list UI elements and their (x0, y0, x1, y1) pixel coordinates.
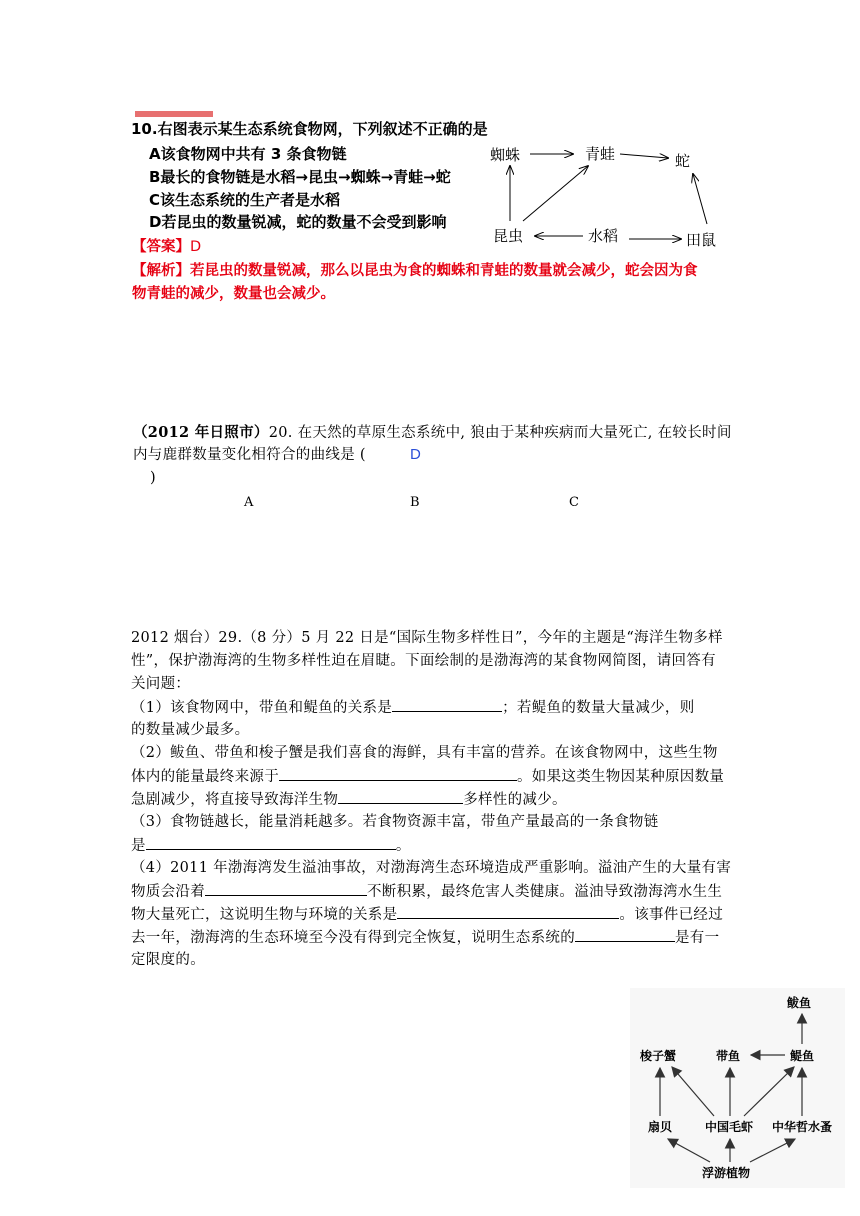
q29-blank-5[interactable] (205, 880, 367, 896)
q29-part1-line2: 的数量减少最多。 (131, 722, 250, 738)
node-bayu: 鲅鱼 (787, 996, 812, 1010)
q29-part4-line2 (131, 880, 722, 904)
q29-blank-2[interactable] (279, 765, 517, 781)
diagram-bg (630, 988, 845, 1188)
node-jelly: 中华哲水蚤 (772, 1120, 833, 1134)
q29-line1: 2012 烟台）29.（8 分）5 月 22 日是“国际生物多样性日”，今年的主题是“海洋生物多样 (131, 630, 723, 646)
bohai-food-web-diagram (630, 988, 845, 1188)
q20-text-1: 20. 在天然的草原生态系统中, 狼由于某种疾病而大量死亡, 在较长时间 (268, 425, 732, 441)
q20-line2 (133, 444, 366, 467)
q29-blank-4[interactable] (146, 834, 396, 850)
q10-stem: 10.右图表示某生态系统食物网，下列叙述不正确的是 (131, 120, 488, 138)
web-node-insect: 昆虫 (493, 227, 524, 245)
q20-answer: D (410, 446, 421, 463)
web-node-snake: 蛇 (675, 152, 691, 170)
q29-part2-line2 (131, 765, 724, 789)
q10-analysis-line2: 物青蛙的减少，数量也会减少。 (132, 286, 335, 302)
analysis-text-1: 若昆虫的数量锐减，那么以昆虫为食的蜘蛛和青蛙的数量就会减少，蛇会因为食 (190, 263, 698, 279)
web-node-rice: 水稻 (588, 227, 619, 245)
q29-part4-line1: （4）2011 年渤海湾发生溢油事故，对渤海湾生态环境造成严重影响。溢油产生的大量有害 (131, 860, 732, 876)
q29-blank-1[interactable] (392, 696, 502, 712)
q29-blank-6[interactable] (397, 903, 619, 919)
analysis-label: 【解析】 (132, 263, 190, 279)
arrow-frog-snake (620, 154, 668, 158)
q29-p4e: 。该事件已经过 (619, 907, 724, 923)
q20-option-b: B (410, 495, 420, 510)
q29-p4f: 去一年，渤海湾的生态环境至今没有得到完全恢复，说明生态系统的 (131, 930, 575, 946)
web-node-frog: 青蛙 (585, 145, 616, 163)
q29-p2e: 多样性的减少。 (463, 792, 567, 808)
q10-option-b: B最长的食物链是水稻→昆虫→蜘蛛→青蛙→蛇 (149, 168, 451, 186)
q20-close-paren: ) (150, 470, 156, 486)
q29-line3: 关问题： (131, 676, 191, 692)
q29-p4g: 是有一 (675, 930, 720, 946)
q29-part3-line2 (131, 834, 411, 858)
arrow-mouse-snake (693, 174, 707, 224)
q29-blank-3[interactable] (338, 788, 463, 804)
q29-p3b: 是 (131, 838, 146, 854)
q29-part2-line3 (131, 788, 567, 812)
web-node-mouse: 田鼠 (686, 231, 717, 249)
q29-p3c: 。 (395, 838, 411, 854)
q29-part4-line5: 定限度的。 (131, 952, 205, 968)
q29-p1a: （1）该食物网中，带鱼和鳀鱼的关系是 (131, 700, 393, 716)
q29-p4d: 物大量死亡，这说明生物与环境的关系是 (131, 907, 398, 923)
q20-text-2: 内与鹿群数量变化相符合的曲线是 ( (133, 447, 366, 463)
q29-part3-line1: （3）食物链越长，能量消耗越多。若食物资源丰富，带鱼产量最高的一条食物链 (131, 814, 659, 830)
q10-option-d: D若昆虫的数量锐减，蛇的数量不会受到影响 (149, 213, 447, 231)
q10-option-c: C该生态系统的生产者是水稻 (149, 191, 341, 209)
q20-line1 (133, 421, 732, 445)
q29-p4b: 物质会沿着 (131, 884, 205, 900)
q29-p2b: 体内的能量最终来源于 (131, 769, 279, 785)
q20-option-a: A (244, 495, 254, 510)
node-scallop: 扇贝 (648, 1120, 673, 1134)
q29-part1-line1 (131, 696, 695, 720)
node-crab: 梭子蟹 (640, 1049, 677, 1063)
q29-part4-line4 (131, 926, 719, 950)
q29-p2c: 。如果这类生物因某种原因数量 (517, 769, 725, 785)
answer-value: D (190, 239, 202, 255)
node-hairtail: 带鱼 (716, 1049, 741, 1063)
node-shrimp: 中国毛虾 (705, 1120, 754, 1134)
q10-answer (132, 235, 201, 256)
web-node-spider: 蜘蛛 (490, 146, 521, 164)
q10-option-a: A该食物网中共有 3 条食物链 (149, 145, 347, 163)
arrow-insect-frog (523, 166, 588, 221)
q20-option-c: C (569, 495, 580, 510)
q29-p4c: 不断积累，最终危害人类健康。溢油导致渤海湾水生生 (367, 884, 723, 900)
node-anchovy: 鳀鱼 (790, 1049, 815, 1063)
q10-analysis-line1 (132, 259, 698, 280)
node-plankton: 浮游植物 (702, 1166, 751, 1180)
q29-part4-line3 (131, 903, 723, 927)
q29-part2-line1: （2）鲅鱼、带鱼和梭子蟹是我们喜食的海鲜，具有丰富的营养。在该食物网中，这些生物 (131, 745, 718, 761)
q29-p2d: 急剧减少，将直接导致海洋生物 (131, 792, 339, 808)
cut-off-header-fragment (135, 108, 213, 117)
q29-p1b: ；若鳀鱼的数量大量减少，则 (502, 700, 695, 716)
q29-line2: 性”，保护渤海湾的生物多样性迫在眉睫。下面绘制的是渤海湾的某食物网简图，请回答有 (131, 653, 716, 669)
q29-blank-7[interactable] (575, 926, 675, 942)
answer-label: 【答案】 (132, 239, 190, 255)
q20-source: （2012 年日照市） (133, 424, 269, 441)
q10-food-web-diagram (485, 138, 730, 253)
